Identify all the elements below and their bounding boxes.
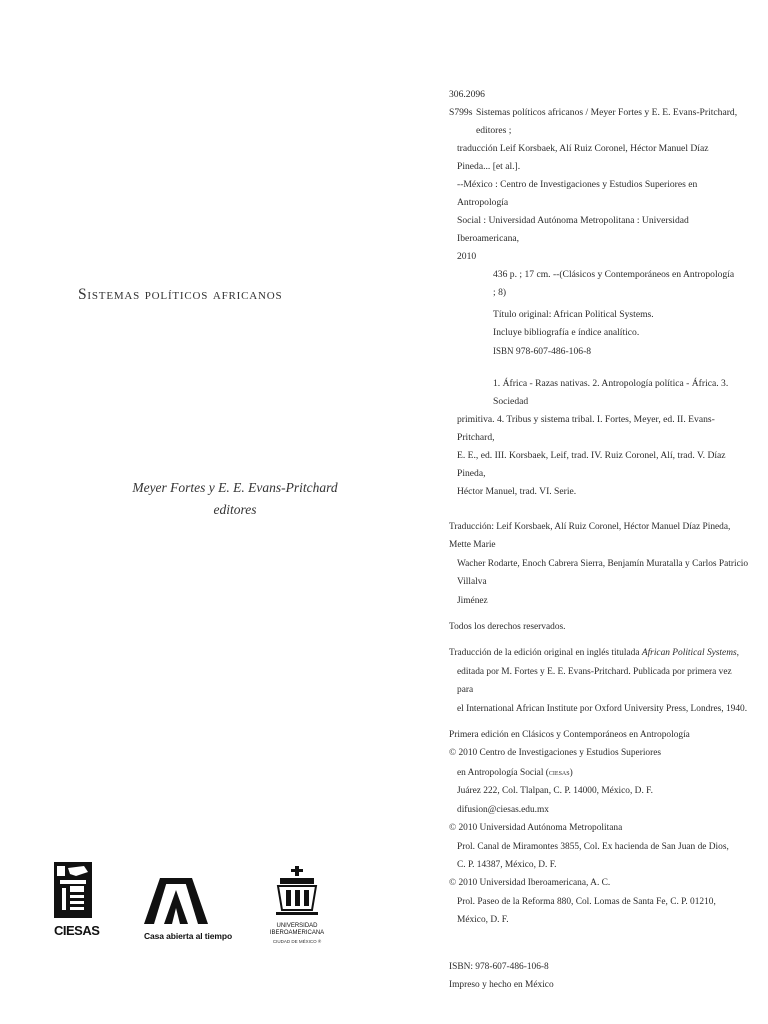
ibero-emblem-icon: [262, 866, 332, 918]
bibliography-note: Incluye bibliografía e índice analítico.: [493, 327, 640, 338]
original-edition-pre: Traducción de la edición original en inglés titulada: [449, 648, 642, 659]
ibero-logo-subtext: CIUDAD DE MÉXICO ®: [272, 939, 322, 944]
rights-statement: Todos los derechos reservados.: [449, 622, 566, 633]
uam-emblem-icon: [144, 878, 208, 924]
copyright-ciesas-email: difusion@ciesas.edu.mx: [457, 804, 549, 815]
ciesas-line-post: ): [569, 767, 573, 778]
call-number-1: 306.2096: [449, 89, 485, 100]
ciesas-abbrev: ciesas: [548, 766, 570, 777]
original-edition-line-1: [449, 644, 749, 662]
copyright-ciesas-2: [449, 763, 749, 782]
copyright-uam-1: © 2010 Universidad Autónoma Metropolitana: [449, 823, 623, 834]
catalog-isbn: [449, 342, 739, 361]
authors-names: Meyer Fortes y E. E. Evans-Pritchard: [132, 480, 338, 495]
original-title-note: Título original: African Political Systems.: [493, 309, 654, 320]
copyright-ibero-2: Prol. Paseo de la Reforma 880, Col. Lomas de Santa Fe, C. P. 01210,: [457, 896, 716, 907]
ibero-logo-text-1: UNIVERSIDAD: [276, 923, 318, 929]
subjects-line-0: 1. África - Razas nativas. 2. Antropología política - África. 3. Sociedad: [493, 378, 729, 407]
publisher-logos: [52, 862, 342, 962]
ibero-logo: [262, 866, 332, 944]
entry-line-4: 2010: [457, 251, 477, 262]
credits-isbn: ISBN: 978-607-486-106-8: [449, 961, 549, 972]
copyright-uam-3: C. P. 14387, México, D. F.: [457, 859, 557, 870]
entry-line-0: Sistemas políticos africanos / Meyer Fortes y E. E. Evans-Pritchard, editores ;: [476, 107, 738, 136]
book-authors: [70, 477, 400, 521]
copyright-ibero-1: © 2010 Universidad Iberoamericana, A. C.: [449, 878, 611, 889]
subjects-line-3: Héctor Manuel, trad. VI. Serie.: [457, 486, 577, 497]
credits-block: [449, 518, 749, 994]
book-title: Sistemas políticos africanos: [78, 286, 283, 303]
subjects-line-2: E. E., ed. III. Korsbaek, Leif, trad. IV. Ruiz Coronel, Alí, trad. V. Díaz Pineda,: [457, 450, 726, 479]
isbn-value: 978-607-486-106-8: [515, 346, 592, 357]
ibero-logo-text-2: IBEROAMERICANA: [269, 930, 325, 936]
entry-line-1: traducción Leif Korsbaek, Alí Ruiz Coronel, Héctor Manuel Díaz Pineda... [et al.].: [457, 143, 709, 172]
entry-line-2: --México : Centro de Investigaciones y Estudios Superiores en Antropología: [457, 179, 698, 208]
physical-description: 436 p. ; 17 cm. --(Clásicos y Contemporáneos en Antropología ; 8): [493, 269, 735, 298]
original-edition-line-2: editada por M. Fortes y E. E. Evans-Pritchard. Publicada por primera vez para: [457, 666, 732, 696]
printed-in: Impreso y hecho en México: [449, 979, 554, 990]
translation-line-1: Wacher Rodarte, Enoch Cabrera Sierra, Benjamín Muratalla y Carlos Patricio Villalva: [457, 558, 749, 588]
first-edition: Primera edición en Clásicos y Contemporáneos en Antropología: [449, 730, 690, 741]
ciesas-line-pre: en Antropología Social (: [457, 767, 549, 778]
catalog-record: [449, 86, 739, 501]
translation-line-2: Jiménez: [457, 595, 488, 606]
original-edition-post: ,: [736, 648, 739, 659]
subjects-line-1: primitiva. 4. Tribus y sistema tribal. I. Fortes, Meyer, ed. II. Evans-Pritchard,: [457, 414, 715, 443]
isbn-label: ISBN: [493, 346, 514, 356]
catalog-entry: [449, 104, 739, 140]
ciesas-emblem-icon: [54, 862, 92, 918]
entry-line-3: Social : Universidad Autónoma Metropolitana : Universidad Iberoamericana,: [457, 215, 689, 244]
call-number-2: S799s: [449, 107, 473, 118]
ciesas-logo: [54, 862, 100, 938]
original-edition-line-3: el International African Institute por Oxford University Press, Londres, 1940.: [457, 703, 748, 714]
authors-role: editores: [213, 502, 257, 517]
copyright-ciesas-1: © 2010 Centro de Investigaciones y Estudios Superiores: [449, 748, 662, 759]
copyright-ciesas-3: Juárez 222, Col. Tlalpan, C. P. 14000, México, D. F.: [457, 786, 653, 797]
ciesas-logo-text: CIESAS: [54, 923, 100, 938]
translation-line-0: Traducción: Leif Korsbaek, Alí Ruiz Coronel, Héctor Manuel Díaz Pineda, Mette Marie: [449, 522, 731, 551]
uam-logo: [144, 878, 233, 941]
copyright-uam-2: Prol. Canal de Miramontes 3855, Col. Ex hacienda de San Juan de Dios,: [457, 841, 729, 852]
original-edition-title: African Political Systems: [641, 648, 737, 659]
uam-logo-text: Casa abierta al tiempo: [144, 931, 233, 941]
copyright-ibero-3: México, D. F.: [457, 915, 509, 926]
